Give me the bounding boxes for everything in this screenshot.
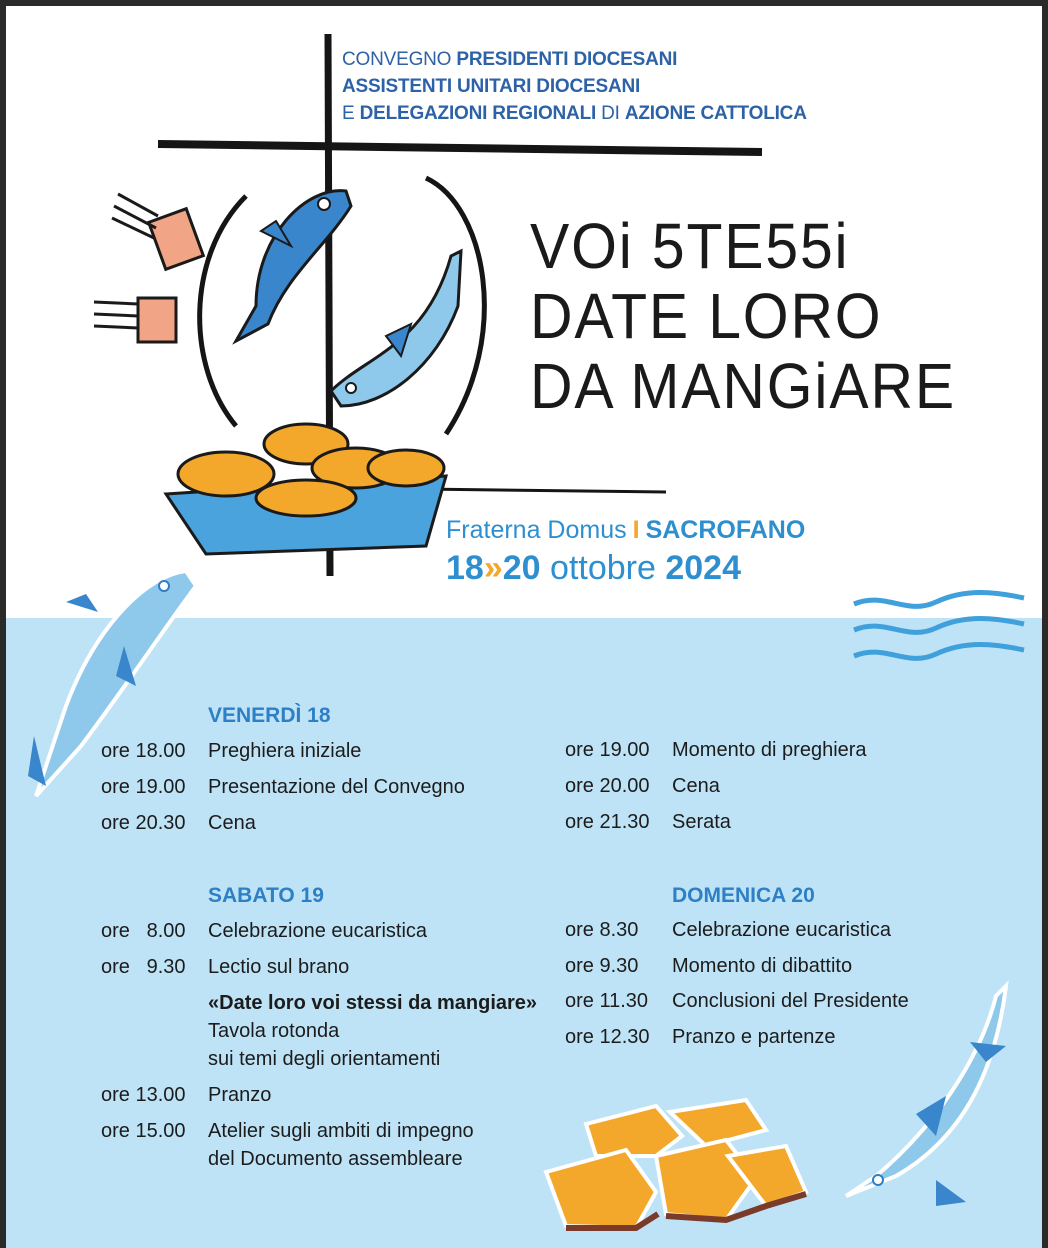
- schedule-time: ore 13.00: [101, 1084, 186, 1106]
- day-label-friday: VENERDÌ 18: [208, 704, 331, 727]
- header-organizers: [342, 46, 807, 127]
- schedule-activity: «Date loro voi stessi da mangiare»: [208, 992, 538, 1014]
- schedule-row: [101, 738, 621, 764]
- schedule-row: [101, 1082, 621, 1108]
- schedule-row: [101, 810, 621, 836]
- schedule-row: [101, 1046, 621, 1072]
- schedule-activity: Preghiera iniziale: [208, 740, 362, 762]
- poster: [6, 6, 1042, 1248]
- header-line3-bold1: DELEGAZIONI REGIONALI: [359, 103, 597, 124]
- schedule-time: ore 9.30: [565, 955, 639, 977]
- schedule-activity: Presentazione del Convegno: [208, 776, 465, 798]
- event-dates: [446, 549, 741, 588]
- schedule-time: ore 11.30: [565, 990, 649, 1012]
- title-line2: DATE LORO: [530, 280, 883, 352]
- header-line1-prefix: CONVEGNO: [342, 49, 452, 70]
- schedule-activity: sui temi degli orientamenti: [208, 1048, 441, 1070]
- schedule-row: [565, 737, 1042, 763]
- schedule-row: [565, 809, 1042, 835]
- schedule-time: ore 21.30: [565, 811, 650, 833]
- header-line3-bold2: AZIONE CATTOLICA: [624, 103, 807, 124]
- fish-icon: [331, 251, 461, 406]
- date-start: 18: [446, 549, 484, 587]
- schedule-row: [565, 773, 1042, 799]
- schedule-time: ore 19.00: [565, 739, 650, 761]
- poster-title: [530, 211, 956, 421]
- bread-basket-icon: [166, 424, 446, 554]
- schedule-row: [101, 954, 621, 980]
- fish-icon: [236, 191, 351, 341]
- waves-icon: [854, 593, 1024, 659]
- venue-place: Fraterna Domus: [446, 516, 627, 544]
- header-line2: ASSISTENTI UNITARI DIOCESANI: [342, 76, 641, 97]
- schedule-row: [101, 918, 621, 944]
- schedule-time: ore 20.30: [101, 812, 186, 834]
- schedule-row: [101, 1018, 621, 1044]
- schedule-row: [565, 1024, 1042, 1050]
- schedule-activity: Celebrazione eucaristica: [672, 919, 892, 941]
- day-label-saturday: SABATO 19: [208, 884, 324, 907]
- day-label-sunday: DOMENICA 20: [672, 884, 815, 907]
- schedule-row: [565, 953, 1042, 979]
- title-line3: DA MANGiARE: [530, 350, 956, 422]
- schedule-activity: Cena: [208, 812, 256, 834]
- title-line1: VOi 5TE55i: [530, 210, 850, 282]
- schedule-time: ore 8.00: [101, 920, 186, 942]
- schedule-activity: Serata: [672, 811, 731, 833]
- header-line3-prefix: E: [342, 103, 355, 124]
- date-end: 20: [502, 549, 541, 587]
- schedule-row: [101, 990, 621, 1016]
- schedule-activity: Momento di dibattito: [672, 955, 853, 977]
- fish-icon: [846, 986, 1006, 1206]
- schedule-row: [101, 774, 621, 800]
- schedule-time: ore 18.00: [101, 740, 186, 762]
- schedule-row: [565, 917, 1042, 943]
- date-year: 2024: [665, 549, 741, 587]
- schedule-time: ore 8.30: [565, 919, 639, 941]
- date-month: ottobre: [550, 549, 656, 587]
- schedule-activity: Cena: [672, 775, 720, 797]
- schedule-time: ore 9.30: [101, 956, 186, 978]
- venue: [446, 516, 805, 545]
- schedule-time: ore 15.00: [101, 1120, 186, 1142]
- schedule-activity: Tavola rotonda: [208, 1020, 340, 1042]
- venue-separator: I: [632, 516, 640, 544]
- schedule-activity: Momento di preghiera: [672, 739, 867, 761]
- schedule-row: [565, 988, 1042, 1014]
- schedule-activity: Pranzo: [208, 1084, 272, 1106]
- header-line1-bold: PRESIDENTI DIOCESANI: [456, 49, 678, 70]
- schedule-activity: Pranzo e partenze: [672, 1026, 836, 1048]
- basket-icon: [94, 194, 203, 342]
- schedule-row: [101, 1118, 621, 1144]
- schedule-activity: del Documento assembleare: [208, 1148, 463, 1170]
- schedule-activity: Lectio sul brano: [208, 956, 350, 978]
- schedule-row: [101, 1146, 621, 1172]
- header-line3-mid: DI: [601, 103, 620, 124]
- schedule-activity: Conclusioni del Presidente: [672, 990, 909, 1012]
- schedule-time: ore 20.00: [565, 775, 650, 797]
- schedule-activity: Celebrazione eucaristica: [208, 920, 428, 942]
- schedule-time: ore 12.30: [565, 1026, 650, 1048]
- schedule-activity: Atelier sugli ambiti di impegno: [208, 1120, 474, 1142]
- date-separator: »: [483, 549, 503, 587]
- schedule-time: ore 19.00: [101, 776, 186, 798]
- venue-city: SACROFANO: [645, 516, 806, 544]
